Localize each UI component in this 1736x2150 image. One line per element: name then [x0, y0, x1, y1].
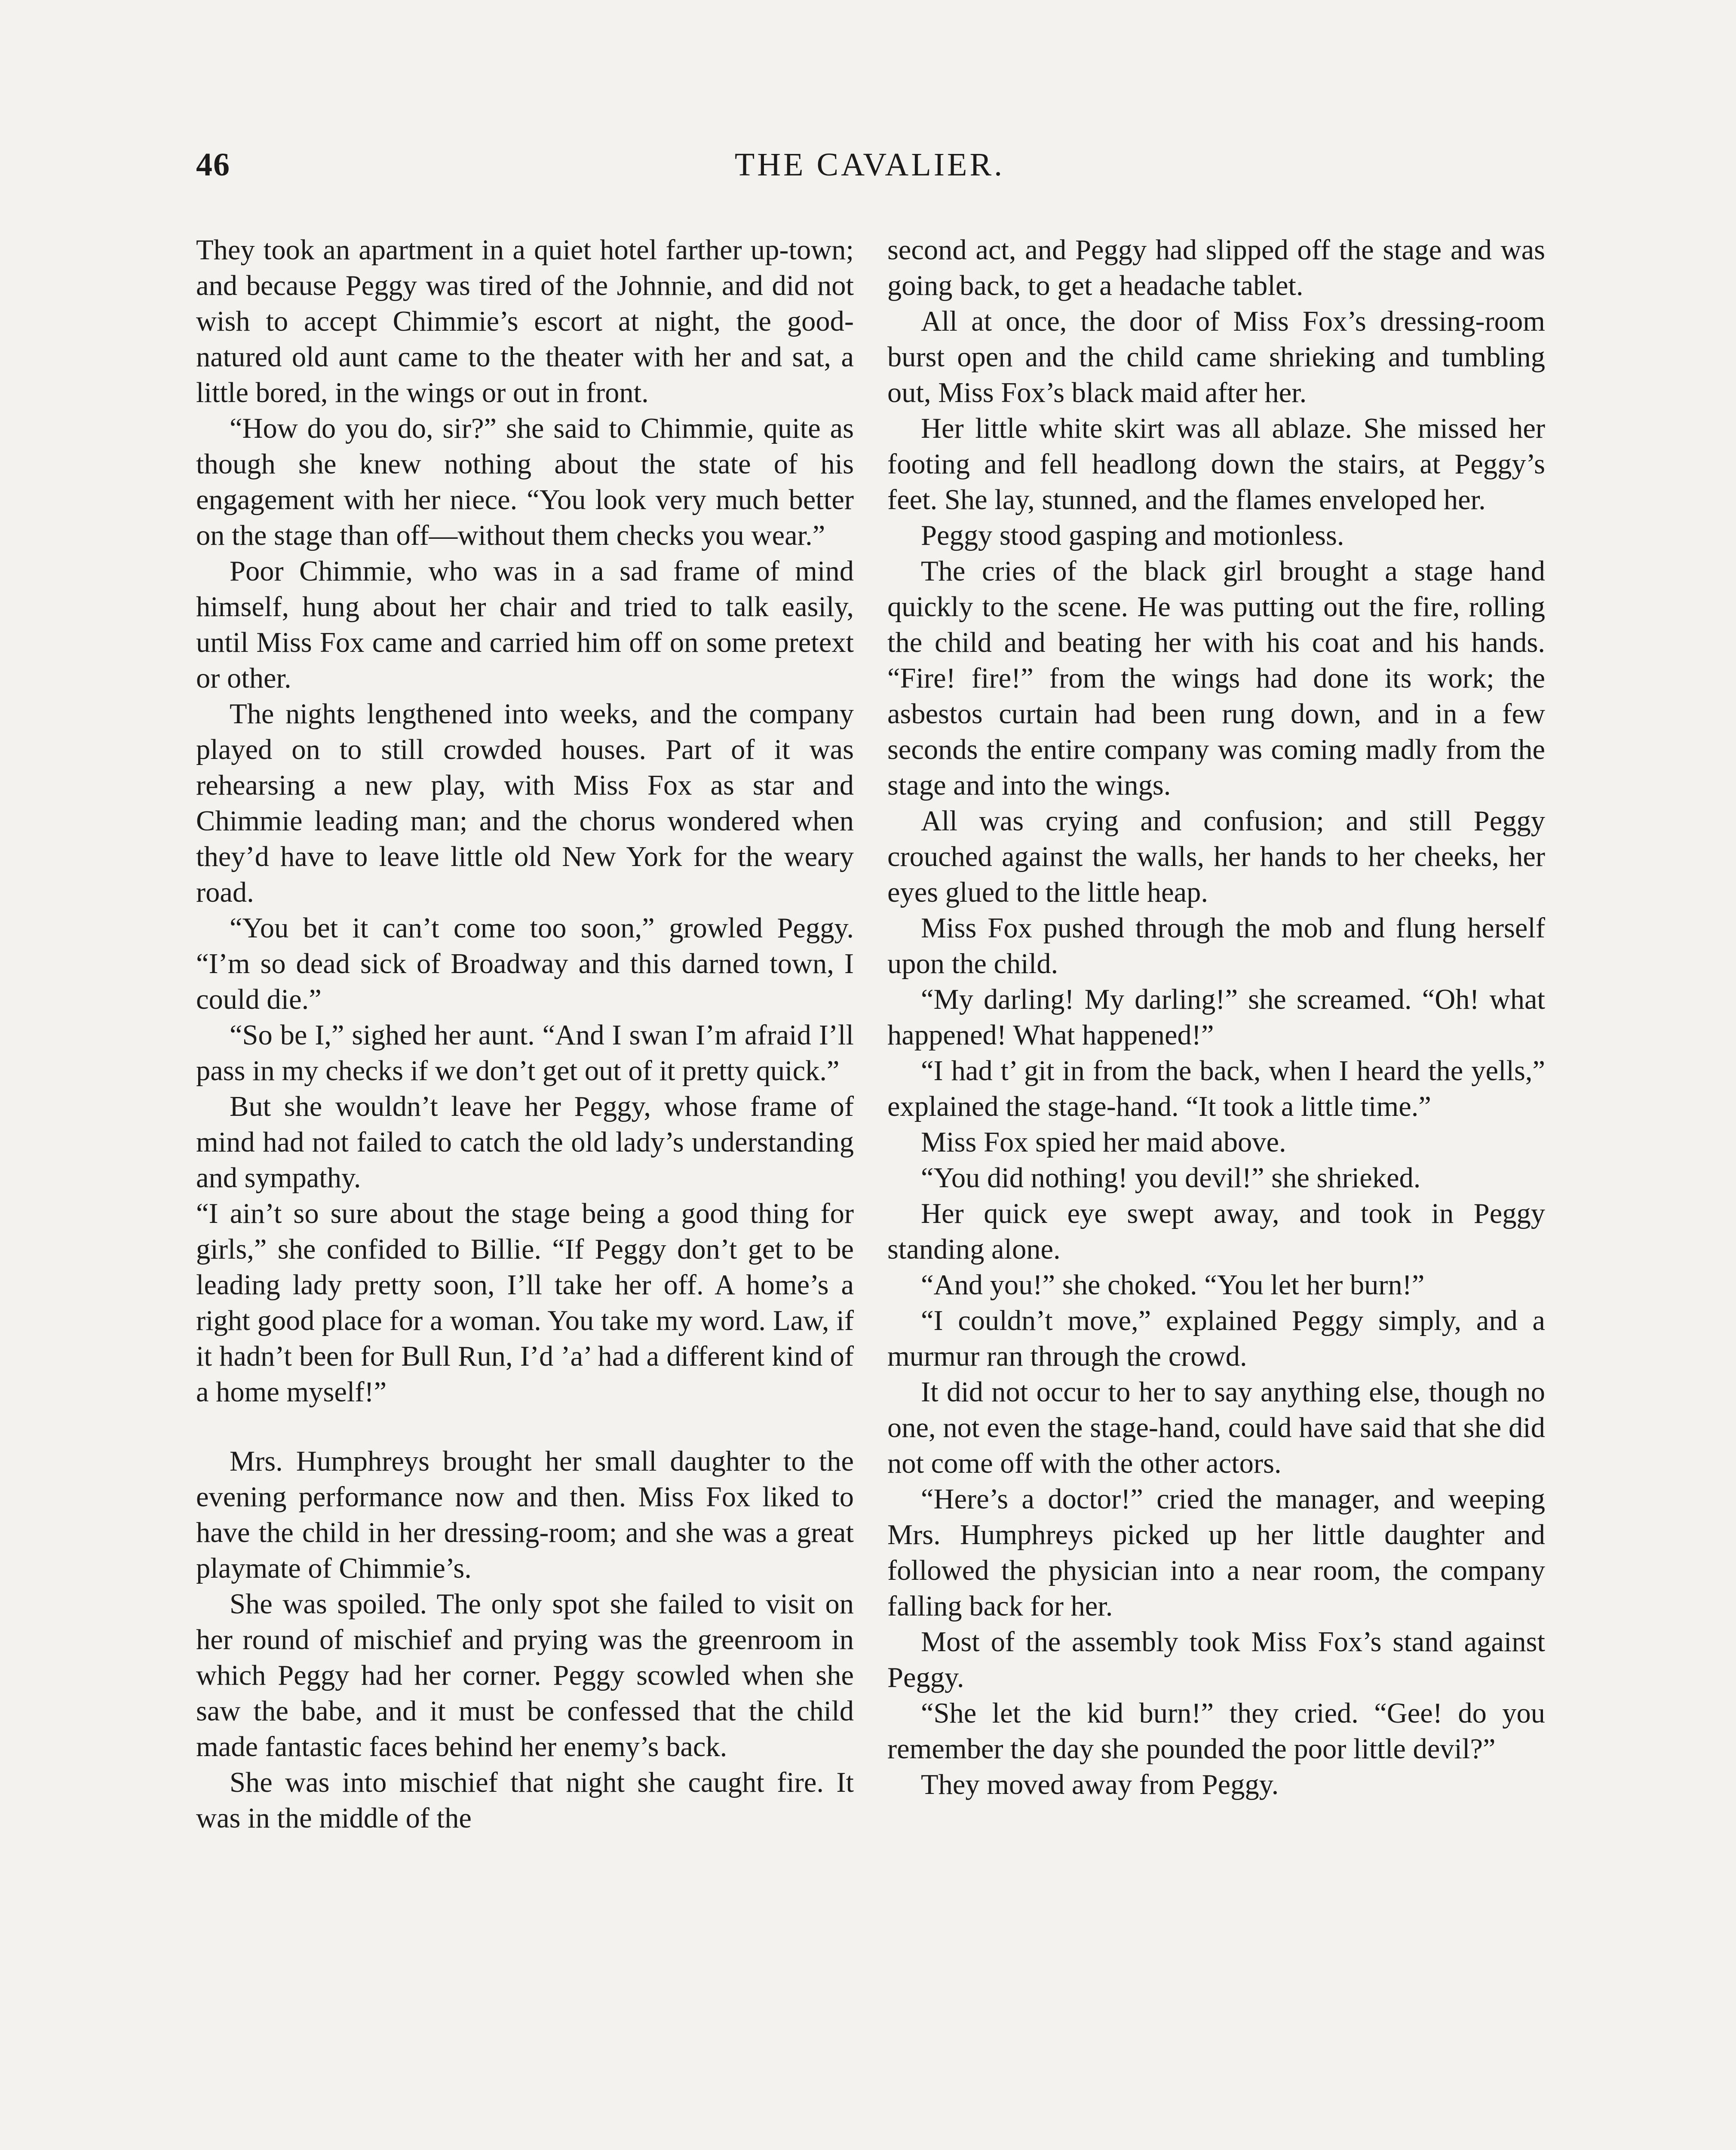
- left-column: [196, 232, 854, 1836]
- paragraph: “She let the kid burn!” they cried. “Gee! do you remember the day she pounded the poor little devil?”: [887, 1698, 1545, 1765]
- paragraph: Poor Chimmie, who was in a sad frame of mind himself, hung about her chair and tried to talk easily, until Miss Fox came and carried him off on some pretext or other.: [196, 556, 854, 694]
- paragraph: They moved away from Peggy.: [921, 1769, 1279, 1800]
- page-header: [196, 146, 1543, 194]
- paragraph: All was crying and confusion; and still Peggy crouched against the walls, her hands to her cheeks, her eyes glued to the little heap.: [887, 805, 1545, 908]
- paragraph: “So be I,” sighed her aunt. “And I swan I’m afraid I’ll pass in my checks if we don’t get out of it pretty quick.”: [196, 1020, 854, 1087]
- running-title: THE CAVALIER.: [734, 147, 1005, 183]
- paragraph: “I couldn’t move,” explained Peggy simply, and a murmur ran through the crowd.: [887, 1305, 1545, 1372]
- paragraph: “How do you do, sir?” she said to Chimmie, quite as though she knew nothing about the state of his engagement with her niece. “You look very much better on the stage than off—without them checks you wear.”: [196, 413, 854, 551]
- paragraph: “Here’s a doctor!” cried the manager, and weeping Mrs. Humphreys picked up her little daughter and followed the physician into a near room, the company falling back for her.: [887, 1484, 1545, 1622]
- paragraph: Most of the assembly took Miss Fox’s stand against Peggy.: [887, 1626, 1545, 1693]
- paragraph: Peggy stood gasping and motionless.: [921, 520, 1344, 551]
- paragraph: She was spoiled. The only spot she failed to visit on her round of mischief and prying was the greenroom in which Peggy had her corner. Peggy scowled when she saw the babe, and it must be confessed that the child made fantastic faces behind her enemy’s back.: [196, 1588, 854, 1763]
- paragraph: But she wouldn’t leave her Peggy, whose frame of mind had not failed to catch the old lady’s understanding and sympathy.: [196, 1091, 854, 1194]
- paragraph: second act, and Peggy had slipped off the stage and was going back, to get a headache tablet.: [887, 234, 1545, 301]
- paragraph: “My darling! My darling!” she screamed. “Oh! what happened! What happened!”: [887, 984, 1545, 1051]
- right-column: [887, 232, 1545, 1803]
- paragraph: All at once, the door of Miss Fox’s dressing-room burst open and the child came shrieking and tumbling out, Miss Fox’s black maid after her.: [887, 306, 1545, 408]
- paragraph: Miss Fox spied her maid above.: [921, 1127, 1286, 1158]
- paragraph: “You did nothing! you devil!” she shrieked.: [921, 1162, 1421, 1194]
- paragraph: The nights lengthened into weeks, and the company played on to still crowded houses. Part of it was rehearsing a new play, with Miss Fox as star and Chimmie leading man; and the chorus wondered when they’d have to leave little old New York for the weary road.: [196, 698, 854, 908]
- paragraph: “I ain’t so sure about the stage being a good thing for girls,” she confided to Billie. “If Peggy don’t get to be leading lady pretty soon, I’ll take her off. A home’s a right good place for a woman. You take my word. Law, if it hadn’t been for Bull Run, I’d ’a’ had a different kind of a home myself!”: [196, 1198, 854, 1408]
- paragraph: The cries of the black girl brought a stage hand quickly to the scene. He was putting out the fire, rolling the child and beating her with his coat and his hands. “Fire! fire!” from the wings had done its work; the asbestos curtain had been rung down, and in a few seconds the entire company was coming madly from the stage and into the wings.: [887, 556, 1545, 801]
- paragraph: Her little white skirt was all ablaze. She missed her footing and fell headlong down the stairs, at Peggy’s feet. She lay, stunned, and the flames enveloped her.: [887, 413, 1545, 516]
- paragraph: “And you!” she choked. “You let her burn!”: [921, 1269, 1425, 1301]
- paragraph: She was into mischief that night she caught fire. It was in the middle of the: [196, 1767, 854, 1834]
- paragraph: “You bet it can’t come too soon,” growled Peggy. “I’m so dead sick of Broadway and this darned town, I could die.”: [196, 912, 854, 1015]
- paragraph: They took an apartment in a quiet hotel farther up-town; and because Peggy was tired of the Johnnie, and did not wish to accept Chimmie’s escort at night, the good-natured old aunt came to the theater with her and sat, a little bored, in the wings or out in front.: [196, 234, 854, 408]
- paragraph: Miss Fox pushed through the mob and flung herself upon the child.: [887, 912, 1545, 980]
- paragraph: It did not occur to her to say anything else, though no one, not even the stage-hand, could have said that she did not come off with the other actors.: [887, 1376, 1545, 1479]
- paragraph: “I had t’ git in from the back, when I heard the yells,” explained the stage-hand. “It took a little time.”: [887, 1055, 1545, 1122]
- paragraph: Her quick eye swept away, and took in Peggy standing alone.: [887, 1198, 1545, 1265]
- paragraph: Mrs. Humphreys brought her small daughter to the evening performance now and then. Miss Fox liked to have the child in her dressing-room; and she was a great playmate of Chimmie’s.: [196, 1446, 854, 1584]
- page-number: 46: [196, 147, 230, 183]
